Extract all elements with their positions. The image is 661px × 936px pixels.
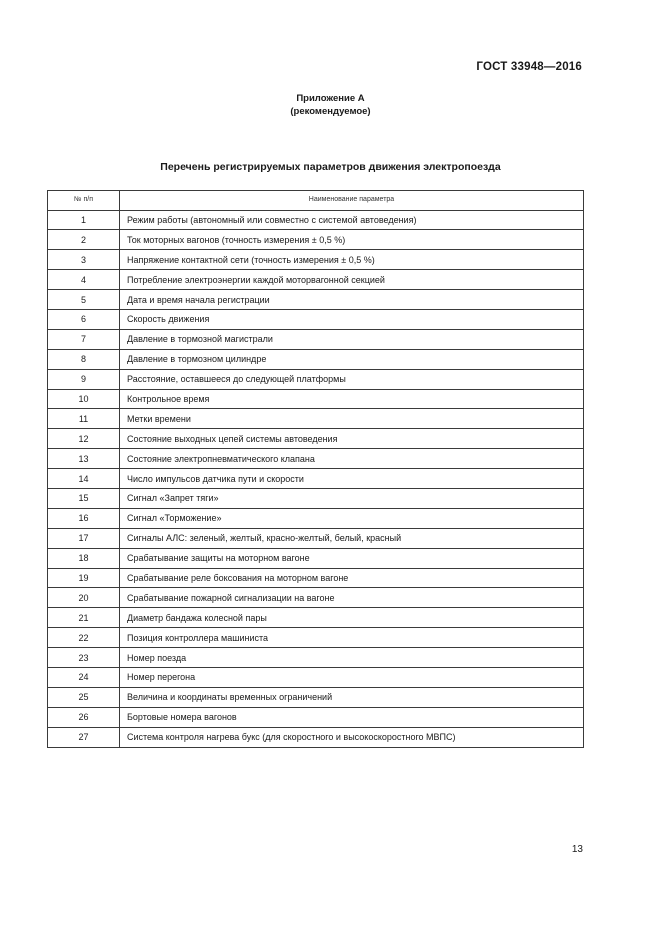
row-number: 17 — [48, 528, 120, 548]
parameters-list-title: Перечень регистрируемых параметров движения электропоезда — [160, 161, 501, 173]
row-number: 1 — [48, 210, 120, 230]
parameter-name: Скорость движения — [120, 309, 584, 329]
parameter-name: Позиция контроллера машиниста — [120, 628, 584, 648]
table-row — [48, 270, 584, 290]
parameter-name: Сигналы АЛС: зеленый, желтый, красно-желтый, белый, красный — [120, 528, 584, 548]
row-number: 16 — [48, 508, 120, 528]
row-number: 25 — [48, 687, 120, 707]
parameter-name: Срабатывание пожарной сигнализации на вагоне — [120, 588, 584, 608]
row-number: 20 — [48, 588, 120, 608]
row-number: 6 — [48, 309, 120, 329]
table-row — [48, 210, 584, 230]
document-code: ГОСТ 33948—2016 — [476, 61, 582, 73]
parameter-name: Давление в тормозной магистрали — [120, 329, 584, 349]
parameter-name: Режим работы (автономный или совместно с системой автоведения) — [120, 210, 584, 230]
table-row — [48, 648, 584, 668]
table-row — [48, 608, 584, 628]
table-row — [48, 707, 584, 727]
table-row — [48, 528, 584, 548]
row-number: 8 — [48, 349, 120, 369]
table-row — [48, 409, 584, 429]
row-number: 22 — [48, 628, 120, 648]
appendix-title: Приложение А — [296, 93, 365, 104]
row-number: 15 — [48, 488, 120, 508]
parameter-name: Сигнал «Торможение» — [120, 508, 584, 528]
row-number: 9 — [48, 369, 120, 389]
parameter-name: Бортовые номера вагонов — [120, 707, 584, 727]
table-row — [48, 667, 584, 687]
parameter-name: Срабатывание защиты на моторном вагоне — [120, 548, 584, 568]
table-row — [48, 349, 584, 369]
table-body — [48, 210, 584, 747]
row-number: 23 — [48, 648, 120, 668]
parameter-name: Ток моторных вагонов (точность измерения ± 0,5 %) — [120, 230, 584, 250]
table-row — [48, 469, 584, 489]
table-row — [48, 488, 584, 508]
row-number: 27 — [48, 727, 120, 747]
row-number: 26 — [48, 707, 120, 727]
table-row — [48, 628, 584, 648]
row-number: 19 — [48, 568, 120, 588]
parameter-name: Номер поезда — [120, 648, 584, 668]
parameter-name: Система контроля нагрева букс (для скоростного и высокоскоростного МВПС) — [120, 727, 584, 747]
table-row — [48, 369, 584, 389]
parameter-name: Состояние выходных цепей системы автоведения — [120, 429, 584, 449]
table-row — [48, 329, 584, 349]
row-number: 21 — [48, 608, 120, 628]
row-number: 10 — [48, 389, 120, 409]
row-number: 5 — [48, 290, 120, 310]
table-row — [48, 290, 584, 310]
table-row — [48, 548, 584, 568]
row-number: 18 — [48, 548, 120, 568]
table-row — [48, 687, 584, 707]
parameter-name: Метки времени — [120, 409, 584, 429]
row-number: 4 — [48, 270, 120, 290]
parameter-name: Номер перегона — [120, 667, 584, 687]
row-number: 13 — [48, 449, 120, 469]
table-row — [48, 568, 584, 588]
row-number: 3 — [48, 250, 120, 270]
table-row — [48, 508, 584, 528]
row-number: 12 — [48, 429, 120, 449]
table-row — [48, 230, 584, 250]
parameter-name: Давление в тормозном цилиндре — [120, 349, 584, 369]
page-number: 13 — [571, 844, 583, 855]
parameter-name: Сигнал «Запрет тяги» — [120, 488, 584, 508]
row-number: 2 — [48, 230, 120, 250]
table-row — [48, 449, 584, 469]
table-row — [48, 429, 584, 449]
table-row — [48, 727, 584, 747]
parameter-name: Напряжение контактной сети (точность измерения ± 0,5 %) — [120, 250, 584, 270]
parameter-name: Срабатывание реле боксования на моторном вагоне — [120, 568, 584, 588]
table-row — [48, 389, 584, 409]
parameters-table — [47, 190, 584, 748]
table-row — [48, 250, 584, 270]
parameter-name: Диаметр бандажа колесной пары — [120, 608, 584, 628]
table-header-row — [48, 191, 584, 211]
column-header-parameter: Наименование параметра — [120, 191, 584, 211]
parameter-name: Величина и координаты временных ограничений — [120, 687, 584, 707]
parameter-name: Дата и время начала регистрации — [120, 290, 584, 310]
row-number: 11 — [48, 409, 120, 429]
table-row — [48, 309, 584, 329]
parameter-name: Потребление электроэнергии каждой моторвагонной секцией — [120, 270, 584, 290]
parameter-name: Контрольное время — [120, 389, 584, 409]
appendix-subtitle: (рекомендуемое) — [290, 106, 371, 117]
table-row — [48, 588, 584, 608]
parameter-name: Состояние электропневматического клапана — [120, 449, 584, 469]
row-number: 14 — [48, 469, 120, 489]
parameter-name: Число импульсов датчика пути и скорости — [120, 469, 584, 489]
row-number: 24 — [48, 667, 120, 687]
row-number: 7 — [48, 329, 120, 349]
parameter-name: Расстояние, оставшееся до следующей платформы — [120, 369, 584, 389]
column-header-number: № п/п — [48, 191, 120, 211]
